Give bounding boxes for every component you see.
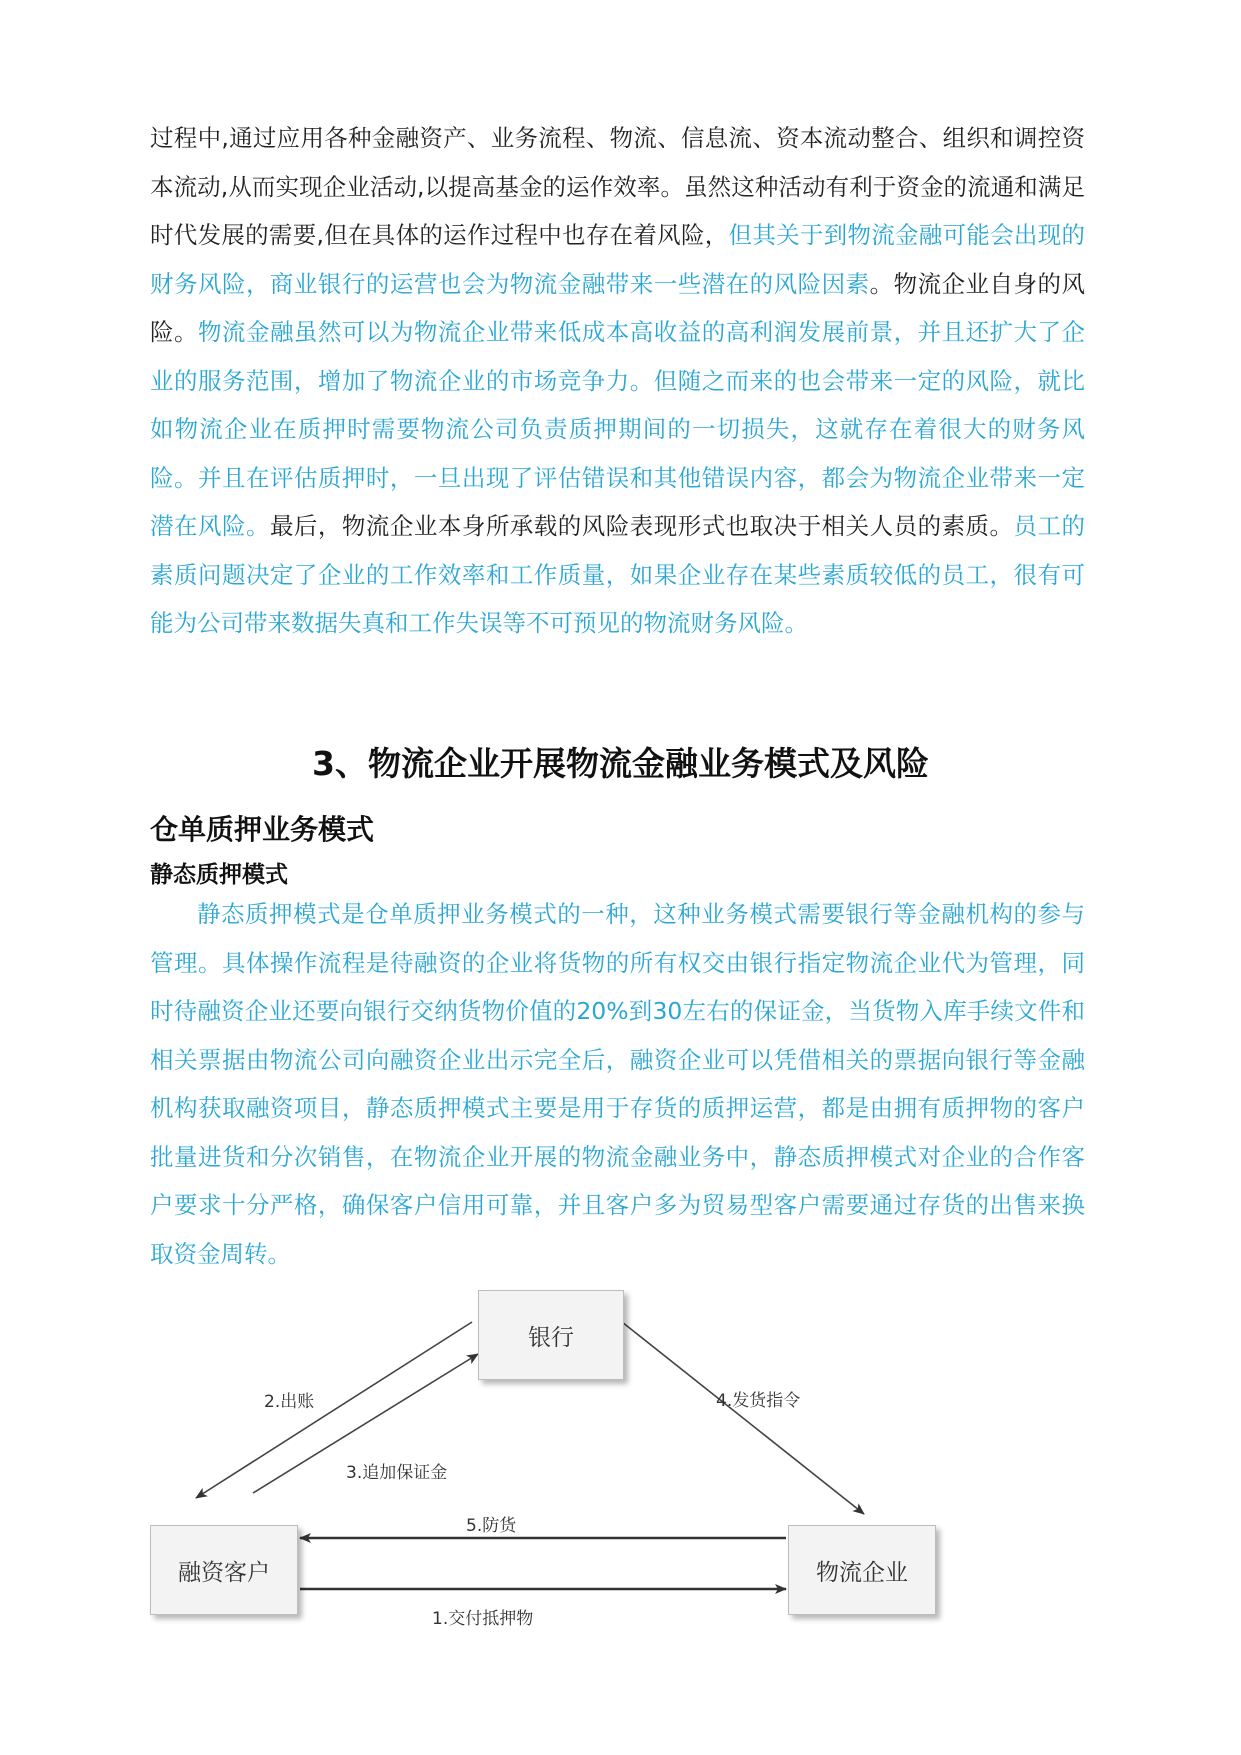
para1-text-5: 最后，物流企业本身所承载的风险表现形式也取决于相关人员的素质。	[269, 512, 1014, 540]
para1-text-2: 但其关于到物流金融可能会出现的财务风险，商业银行的运营也会为物流金融带来一些潜在的风险因素	[150, 221, 1085, 298]
edge-label-2: 2.出账	[264, 1392, 315, 1412]
para1-text-1: 过程中,通过应用各种金融资产、业务流程、物流、信息流、资本流动整合、组织和调控资本流动,从而实现企业活动,以提高基金的运作效率。虽然这种活动有利于资金的流通和满足时代发展的需要,但在具体的运作过程中也存在着风险，	[150, 124, 1085, 249]
para1-text-6: 员工的素质问题决定了企业的工作效率和工作质量，如果企业存在某些素质较低的员工，很有可能为公司带来数据失真和工作失误等不可预见的物流财务风险。	[150, 512, 1086, 637]
para1-text-4: 物流金融虽然可以为物流企业带来低成本高收益的高利润发展前景，并且还扩大了企业的服务范围，增加了物流企业的市场竞争力。但随之而来的也会带来一定的风险，就比如物流企业在质押时需要物流公司负责质押期间的一切损失，这就存在着很大的财务风险。并且在评估质押时，一旦出现了评估错误和其他错误内容，都会为物流企业带来一定潜在风险。	[150, 318, 1086, 540]
edge-label-4: 4.发货指令	[716, 1391, 801, 1411]
section-heading: 3、物流企业开展物流金融业务模式及风险	[312, 744, 929, 783]
node-logistics: 物流企业	[788, 1525, 936, 1615]
node-bank: 银行	[478, 1290, 624, 1380]
sub-subsection-heading: 静态质押模式	[150, 862, 288, 888]
edge-arrow-4	[622, 1322, 864, 1514]
subsection-heading: 仓单质押业务模式	[150, 813, 375, 846]
edge-label-1: 1.交付抵押物	[432, 1609, 534, 1629]
edge-label-3: 3.追加保证金	[346, 1463, 448, 1483]
edge-label-5: 5.防货	[466, 1516, 517, 1536]
node-client: 融资客户	[150, 1525, 298, 1615]
para1-text-3: 。物流企业自身的风险。	[150, 269, 1086, 346]
body-paragraph-2: 静态质押模式是仓单质押业务模式的一种，这种业务模式需要银行等金融机构的参与管理。具体操作流程是待融资的企业将货物的所有权交由银行指定物流企业代为管理，同时待融资企业还要向银行交纳货物价值的20%到30左右的保证金，当货物入库手续文件和相关票据由物流公司向融资企业出示完全后，融资企业可以凭借相关的票据向银行等金融机构获取融资项目，静态质押模式主要是用于存货的质押运营，都是由拥有质押物的客户批量进货和分次销售，在物流企业开展的物流金融业务中，静态质押模式对企业的合作客户要求十分严格，确保客户信用可靠，并且客户多为贸易型客户需要通过存货的出售来换取资金周转。	[150, 900, 1085, 1268]
